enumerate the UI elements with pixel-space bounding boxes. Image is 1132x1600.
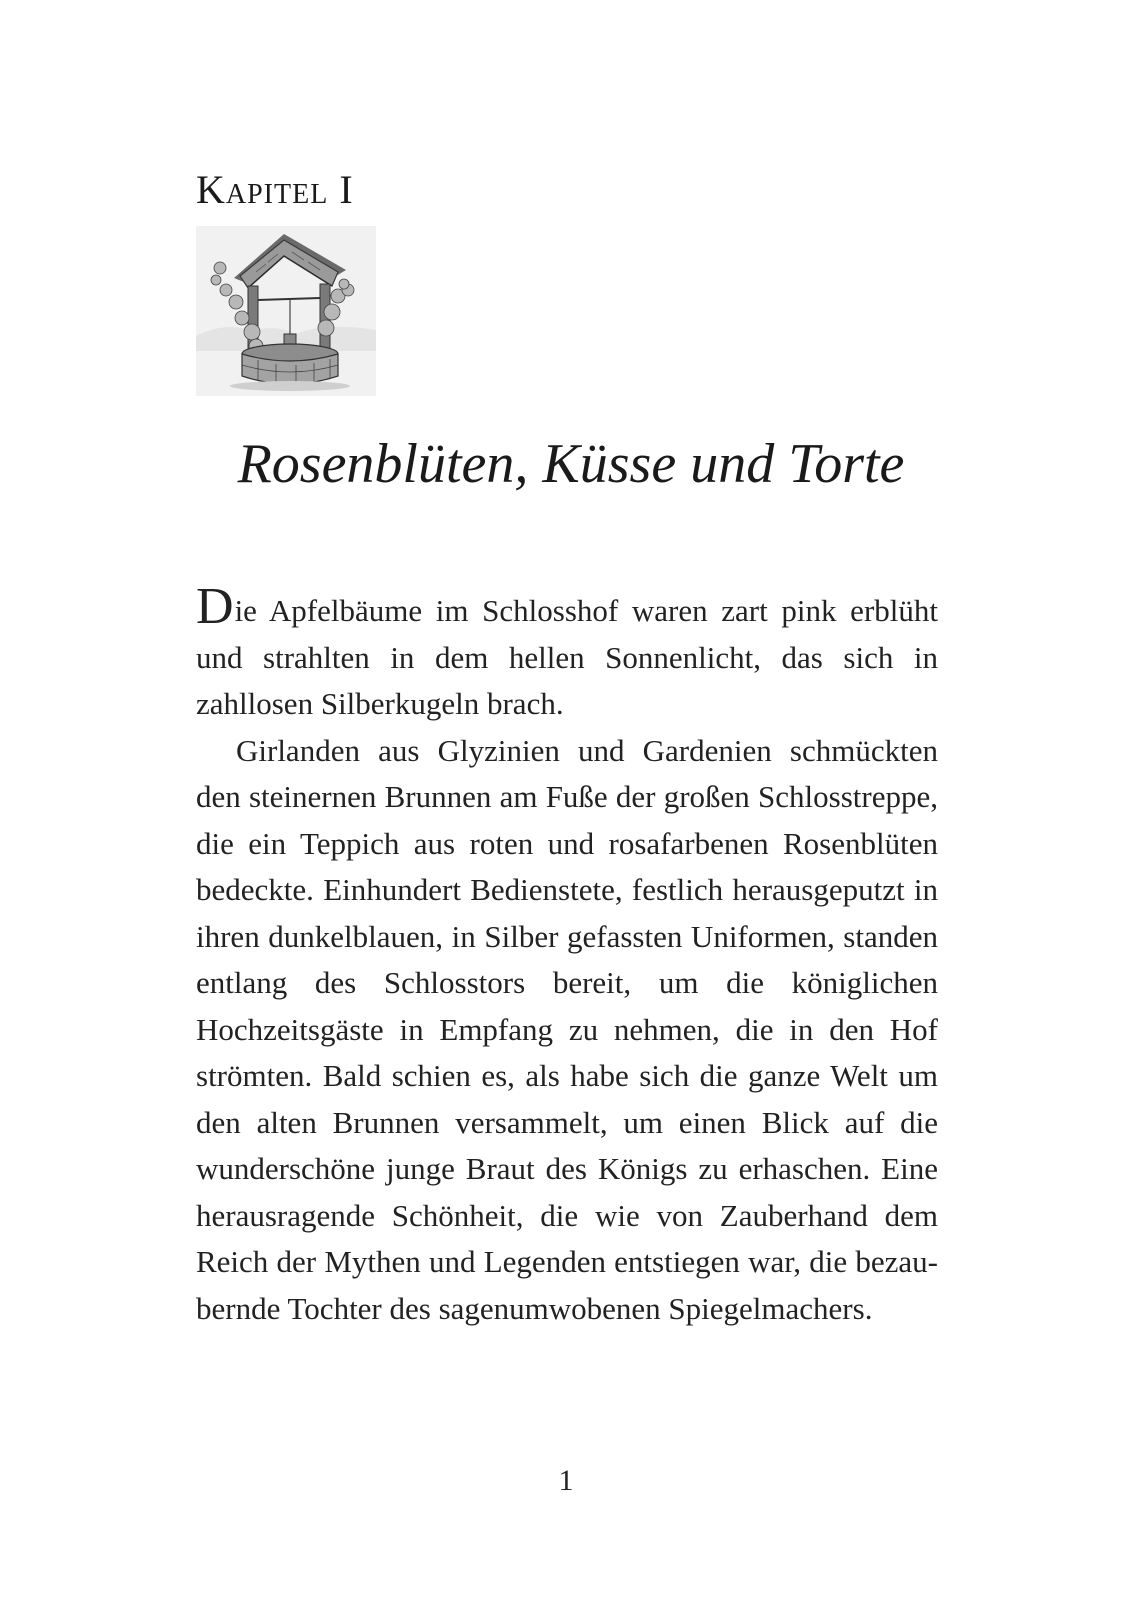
page-number: 1 — [558, 1464, 574, 1497]
chapter-title: Rosenblüten, Küsse und Torte — [237, 433, 905, 495]
well-icon — [196, 226, 376, 396]
drop-cap: D — [196, 578, 235, 635]
well-illustration — [196, 226, 376, 396]
paragraph-1-text: ie Apfelbäume im Schlosshof waren zart pink erblüht und strahlten in dem hellen Sonnenlicht, das sich in zahllosen Silberkugeln brach. — [196, 593, 938, 721]
chapter-label: Kapitel I — [196, 167, 354, 212]
paragraph-1 — [196, 578, 938, 728]
body-text — [196, 578, 938, 1332]
paragraph-2: Girlanden aus Glyzinien und Gardenien schmückten den steinernen Brunnen am Fuße der großen Schlosstreppe, die ein Teppich aus roten und rosafarbenen Rosenblüten bedeckte. Einhundert Bedienstete, festlich herausgeputzt in ihren dunkelblauen, in Silber gefassten Uniformen, standen entlang des Schlosstors bereit, um die königlichen Hochzeitsgäste in Empfang zu nehmen, die in den Hof strömten. Bald schien es, als habe sich die ganze Welt um den alten Brunnen versammelt, um einen Blick auf die wunderschöne junge Braut des Königs zu erhaschen. Eine herausragende Schönheit, die wie von Zauberhand dem Reich der Mythen und Legenden entstiegen war, die bezaubernde Tochter des sagenumwobenen Spiegelmachers. — [196, 732, 938, 1326]
